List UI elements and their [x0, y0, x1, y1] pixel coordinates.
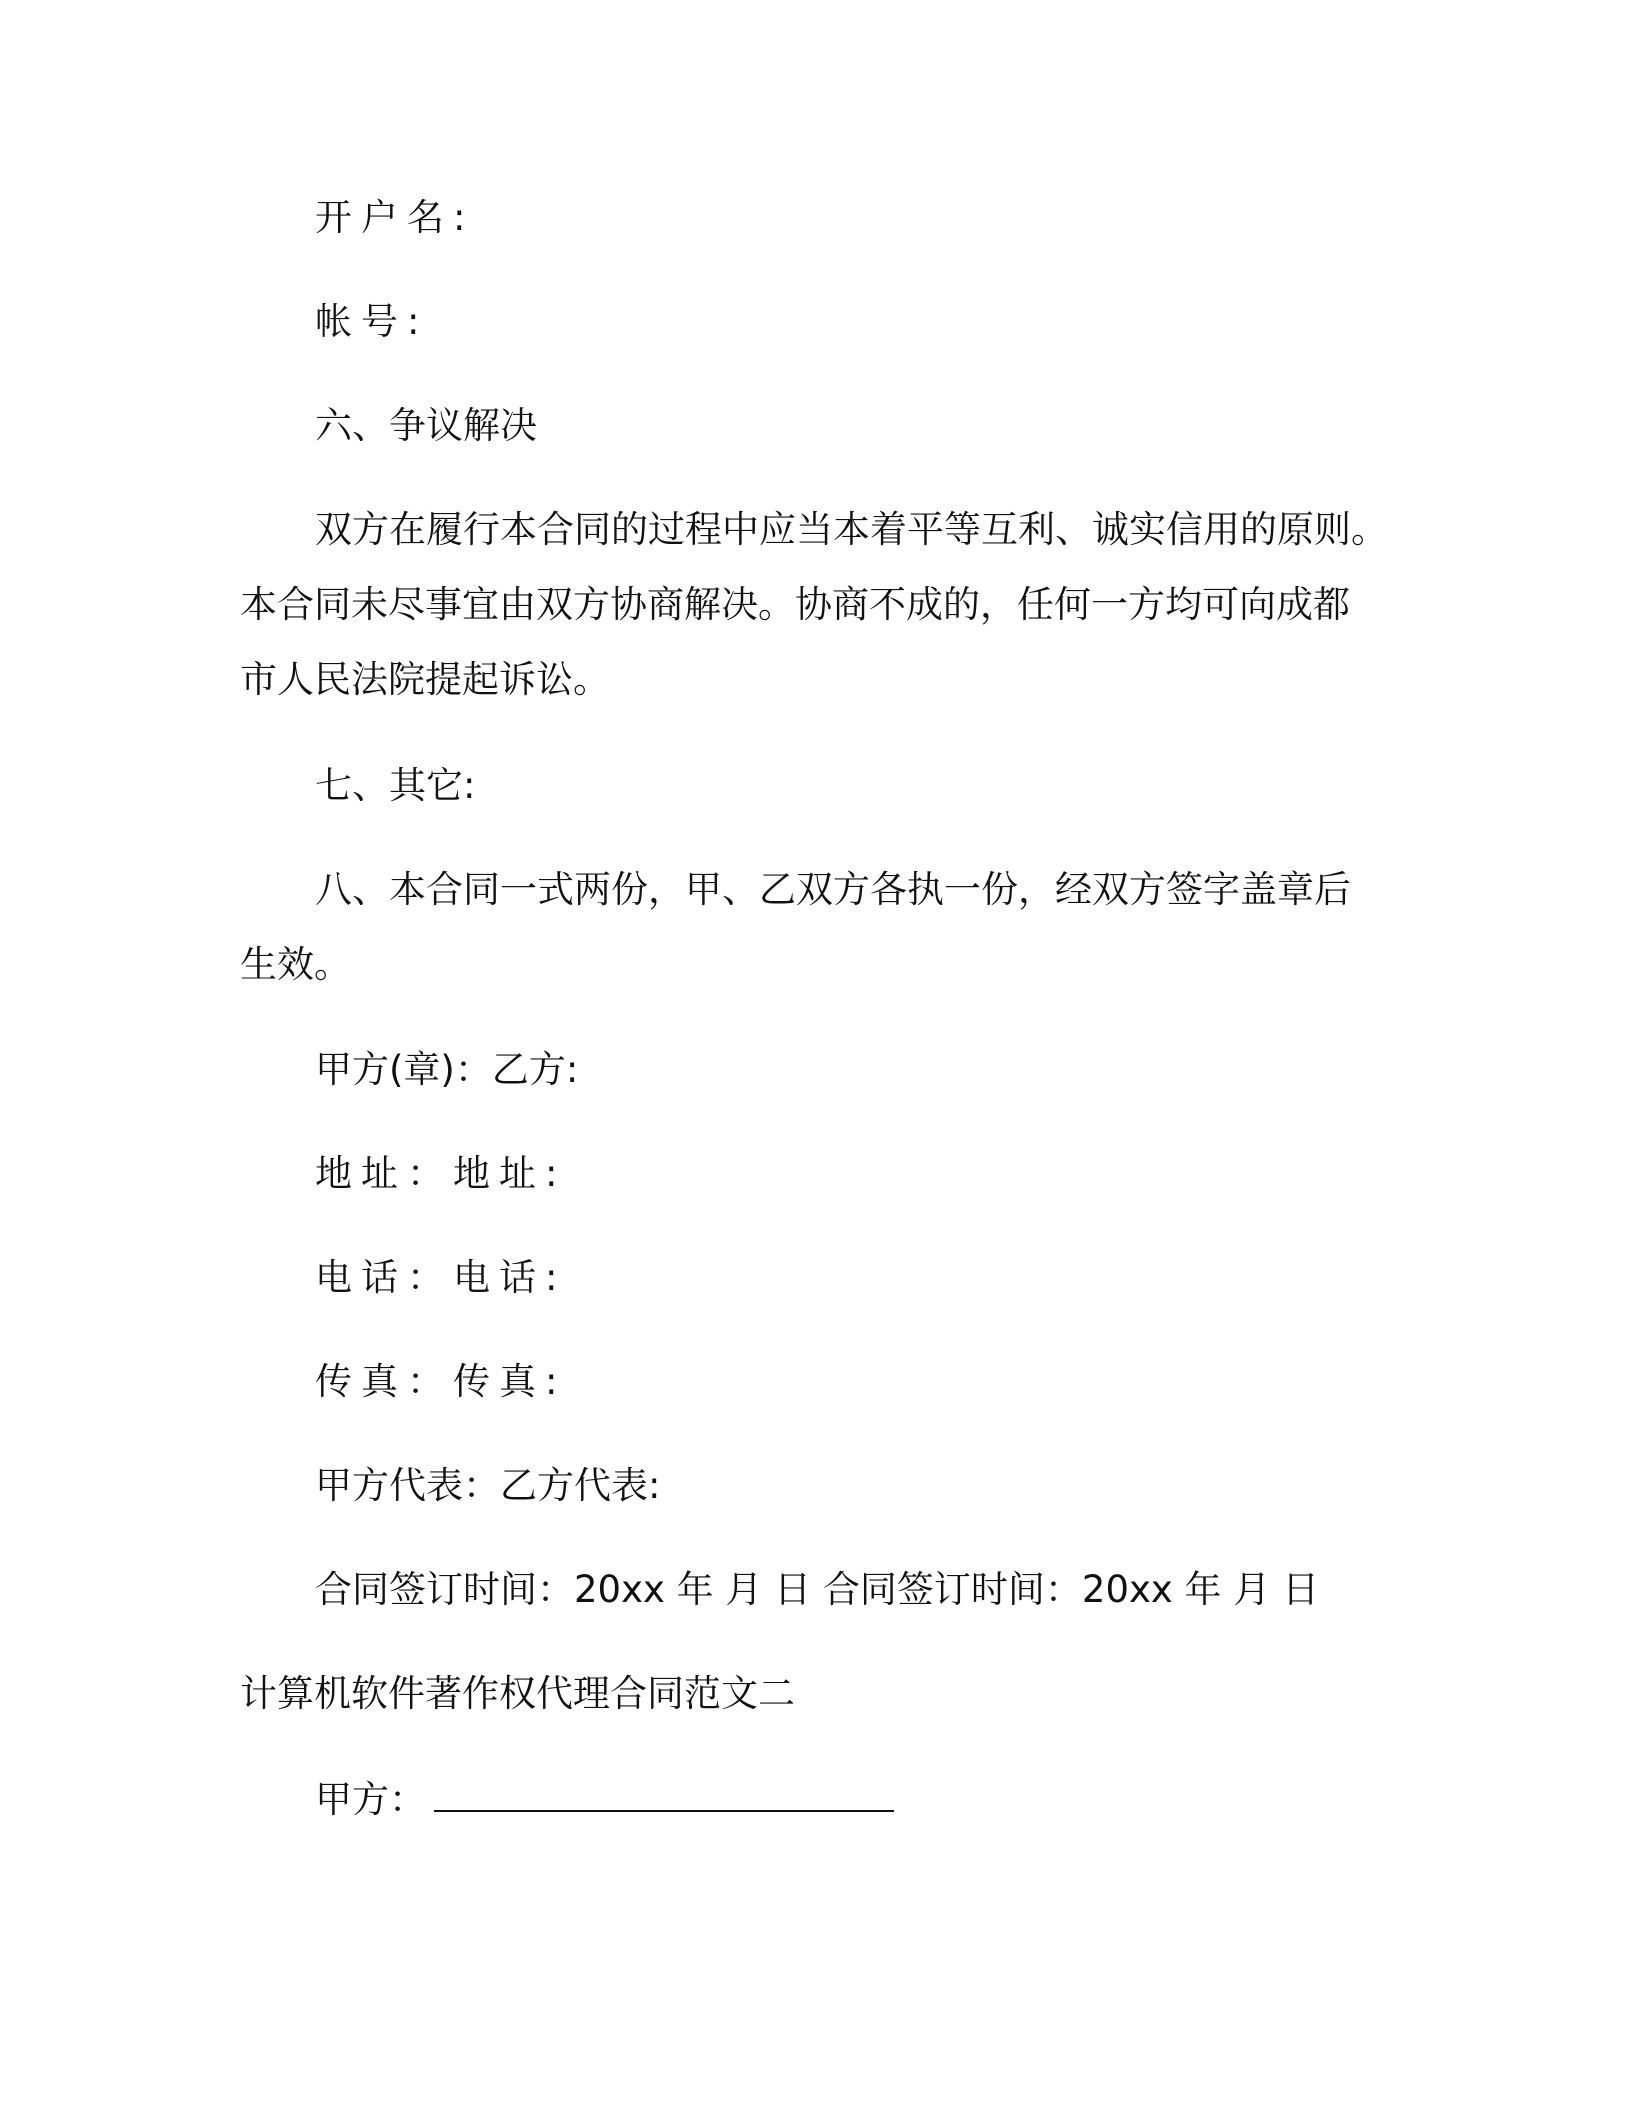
- section-6-body-line-3: 市人民法院提起诉讼。: [240, 658, 610, 701]
- signature-address-line: 地址：地址:: [315, 1152, 567, 1195]
- signature-phone-line: 电话：电话:: [315, 1256, 567, 1299]
- section-6-body-line-1: 双方在履行本合同的过程中应当本着平等互利、诚实信用的原则。: [315, 508, 1388, 551]
- section-6-body-line-2: 本合同未尽事宜由双方协商解决。协商不成的，任何一方均可向成都: [240, 583, 1350, 626]
- party-a-blank-line: [434, 1772, 894, 1812]
- signature-party-line: 甲方(章)：乙方:: [315, 1048, 579, 1091]
- bank-account-name-label: 开户名:: [315, 196, 475, 239]
- section-7-heading: 七、其它:: [315, 764, 476, 807]
- party-a-label: 甲方：: [315, 1778, 426, 1821]
- party-a-field: [315, 1772, 1400, 1826]
- signature-fax-line: 传真：传真:: [315, 1360, 567, 1403]
- section-8-line-1: 八、本合同一式两份，甲、乙双方各执一份，经双方签字盖章后: [315, 868, 1351, 911]
- section-8-line-2: 生效。: [240, 943, 351, 986]
- template-2-title: 计算机软件著作权代理合同范文二: [240, 1672, 795, 1715]
- signature-date-line: 合同签订时间：20xx 年 月 日 合同签订时间：20xx 年 月 日: [315, 1568, 1320, 1611]
- signature-representative-line: 甲方代表：乙方代表:: [315, 1464, 661, 1507]
- account-number-label: 帐号:: [315, 300, 429, 343]
- section-6-heading: 六、争议解决: [315, 404, 537, 447]
